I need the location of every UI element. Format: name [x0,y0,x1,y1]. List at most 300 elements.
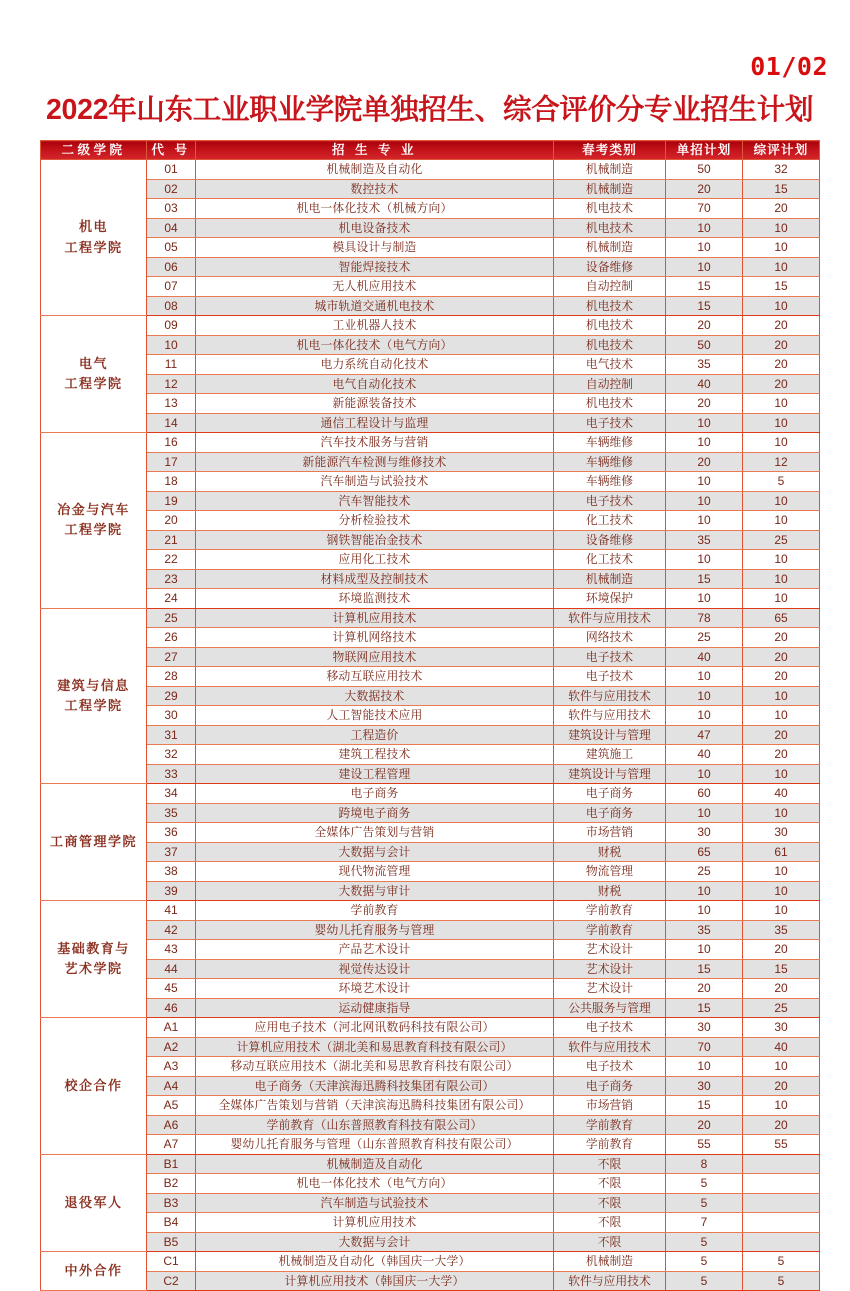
major-code-cell: 04 [147,218,196,238]
college-name-cell [41,784,147,901]
exam-category-cell: 建筑设计与管理 [554,764,666,784]
major-code-cell: B4 [147,1213,196,1233]
comprehensive-plan-cell: 20 [743,335,820,355]
exam-category-cell: 电子技术 [554,647,666,667]
major-code-cell: B1 [147,1154,196,1174]
comprehensive-plan-cell [743,1193,820,1213]
major-code-cell: 21 [147,530,196,550]
table-row [41,1193,820,1213]
comprehensive-plan-cell: 10 [743,862,820,882]
major-code-cell: 13 [147,394,196,414]
table-row [41,784,820,804]
comprehensive-plan-cell: 20 [743,316,820,336]
comprehensive-plan-cell [743,1213,820,1233]
single-plan-cell: 55 [666,1135,743,1155]
college-name-line: 建筑与信息 [57,677,130,693]
exam-category-cell: 财税 [554,842,666,862]
comprehensive-plan-cell: 20 [743,667,820,687]
major-code-cell: 03 [147,199,196,219]
comprehensive-plan-cell: 30 [743,823,820,843]
major-name-cell: 大数据与审计 [196,881,554,901]
major-name-cell: 计算机应用技术（湖北美和易思教育科技有限公司） [196,1037,554,1057]
exam-category-cell: 艺术设计 [554,940,666,960]
major-name-cell: 智能焊接技术 [196,257,554,277]
comprehensive-plan-cell: 61 [743,842,820,862]
table-row [41,862,820,882]
single-plan-cell: 10 [666,706,743,726]
exam-category-cell: 化工技术 [554,511,666,531]
exam-category-cell: 环境保护 [554,589,666,609]
major-code-cell: 46 [147,998,196,1018]
major-name-cell: 机电一体化技术（机械方向） [196,199,554,219]
major-code-cell: 10 [147,335,196,355]
comprehensive-plan-cell: 15 [743,179,820,199]
major-name-cell: 电子商务 [196,784,554,804]
exam-category-cell: 学前教育 [554,1135,666,1155]
major-name-cell: 环境艺术设计 [196,979,554,999]
comprehensive-plan-cell: 20 [743,940,820,960]
comprehensive-plan-cell: 20 [743,745,820,765]
major-name-cell: 全媒体广告策划与营销（天津滨海迅腾科技集团有限公司） [196,1096,554,1116]
single-plan-cell: 20 [666,316,743,336]
major-name-cell: 机电一体化技术（电气方向） [196,335,554,355]
major-code-cell: 01 [147,160,196,180]
major-name-cell: 应用电子技术（河北网讯数码科技有限公司） [196,1018,554,1038]
major-code-cell: C1 [147,1252,196,1272]
major-name-cell: 通信工程设计与监理 [196,413,554,433]
comprehensive-plan-cell: 25 [743,530,820,550]
exam-category-cell: 机械制造 [554,179,666,199]
table-row [41,686,820,706]
college-name-line: 机电 [78,219,108,235]
table-row [41,1115,820,1135]
comprehensive-plan-cell: 20 [743,628,820,648]
single-plan-cell: 10 [666,589,743,609]
single-plan-cell: 15 [666,1096,743,1116]
major-name-cell: 婴幼儿托育服务与管理（山东普照教育科技有限公司） [196,1135,554,1155]
comprehensive-plan-cell: 20 [743,199,820,219]
table-row [41,160,820,180]
single-plan-cell: 10 [666,764,743,784]
comprehensive-plan-cell [743,1174,820,1194]
single-plan-cell: 70 [666,1037,743,1057]
major-name-cell: 无人机应用技术 [196,277,554,297]
table-row [41,355,820,375]
major-code-cell: 11 [147,355,196,375]
single-plan-cell: 10 [666,433,743,453]
single-plan-cell: 10 [666,491,743,511]
table-row [41,667,820,687]
exam-category-cell: 不限 [554,1174,666,1194]
exam-category-cell: 机械制造 [554,569,666,589]
major-code-cell: B5 [147,1232,196,1252]
comprehensive-plan-cell: 20 [743,1076,820,1096]
exam-category-cell: 财税 [554,881,666,901]
major-code-cell: 25 [147,608,196,628]
exam-category-cell: 自动控制 [554,374,666,394]
single-plan-cell: 65 [666,842,743,862]
major-name-cell: 数控技术 [196,179,554,199]
major-name-cell: 机电设备技术 [196,218,554,238]
major-code-cell: 44 [147,959,196,979]
major-code-cell: A4 [147,1076,196,1096]
comprehensive-plan-cell: 10 [743,238,820,258]
major-code-cell: 34 [147,784,196,804]
table-row [41,1154,820,1174]
table-row [41,433,820,453]
exam-category-cell: 软件与应用技术 [554,1271,666,1291]
single-plan-cell: 15 [666,998,743,1018]
single-plan-cell: 5 [666,1232,743,1252]
single-plan-cell: 78 [666,608,743,628]
exam-category-cell: 电气技术 [554,355,666,375]
major-name-cell: 机械制造及自动化（韩国庆一大学） [196,1252,554,1272]
major-name-cell: 计算机网络技术 [196,628,554,648]
single-plan-cell: 47 [666,725,743,745]
exam-category-cell: 软件与应用技术 [554,686,666,706]
exam-category-cell: 电子技术 [554,667,666,687]
college-name-line: 退役军人 [64,1194,123,1210]
exam-category-cell: 机电技术 [554,199,666,219]
major-name-cell: 钢铁智能冶金技术 [196,530,554,550]
major-name-cell: 电子商务（天津滨海迅腾科技集团有限公司） [196,1076,554,1096]
college-name-line: 冶金与汽车 [57,502,130,518]
college-name-cell [41,160,147,316]
single-plan-cell: 30 [666,1076,743,1096]
exam-category-cell: 机电技术 [554,296,666,316]
single-plan-cell: 30 [666,823,743,843]
exam-category-cell: 机电技术 [554,218,666,238]
college-name-cell [41,433,147,609]
college-name-cell [41,1154,147,1252]
table-row [41,530,820,550]
table-row [41,1135,820,1155]
comprehensive-plan-cell: 32 [743,160,820,180]
major-code-cell: B2 [147,1174,196,1194]
single-plan-cell: 15 [666,569,743,589]
single-plan-cell: 5 [666,1193,743,1213]
comprehensive-plan-cell: 20 [743,647,820,667]
major-code-cell: 32 [147,745,196,765]
admission-plan-table [40,140,820,1291]
single-plan-cell: 10 [666,218,743,238]
comprehensive-plan-cell: 65 [743,608,820,628]
exam-category-cell: 公共服务与管理 [554,998,666,1018]
major-code-cell: 41 [147,901,196,921]
table-row [41,706,820,726]
table-row [41,764,820,784]
single-plan-cell: 20 [666,394,743,414]
major-code-cell: 22 [147,550,196,570]
major-name-cell: 大数据技术 [196,686,554,706]
college-name-line: 电气 [78,355,108,371]
major-code-cell: 19 [147,491,196,511]
exam-category-cell: 电子商务 [554,803,666,823]
single-plan-cell: 15 [666,277,743,297]
major-code-cell: A5 [147,1096,196,1116]
major-name-cell: 运动健康指导 [196,998,554,1018]
major-name-cell: 电气自动化技术 [196,374,554,394]
exam-category-cell: 电子技术 [554,491,666,511]
major-name-cell: 产品艺术设计 [196,940,554,960]
exam-category-cell: 车辆维修 [554,452,666,472]
single-plan-cell: 5 [666,1271,743,1291]
single-plan-cell: 10 [666,667,743,687]
major-code-cell: 31 [147,725,196,745]
comprehensive-plan-cell: 10 [743,901,820,921]
major-name-cell: 计算机应用技术（韩国庆一大学） [196,1271,554,1291]
exam-category-cell: 机电技术 [554,316,666,336]
college-name-line: 中外合作 [64,1262,123,1278]
comprehensive-plan-cell: 40 [743,1037,820,1057]
table-row [41,1271,820,1291]
college-name-cell [41,901,147,1018]
comprehensive-plan-cell [743,1154,820,1174]
table-row [41,491,820,511]
exam-category-cell: 市场营销 [554,1096,666,1116]
exam-category-cell: 艺术设计 [554,959,666,979]
comprehensive-plan-cell: 10 [743,881,820,901]
major-name-cell: 机械制造及自动化 [196,160,554,180]
major-name-cell: 计算机应用技术 [196,608,554,628]
exam-category-cell: 不限 [554,1193,666,1213]
column-header-single-plan: 单招计划 [666,141,743,160]
single-plan-cell: 35 [666,920,743,940]
column-header-exam-category: 春考类别 [554,141,666,160]
major-code-cell: A1 [147,1018,196,1038]
comprehensive-plan-cell: 10 [743,550,820,570]
exam-category-cell: 软件与应用技术 [554,1037,666,1057]
exam-category-cell: 电子技术 [554,1057,666,1077]
table-row [41,316,820,336]
single-plan-cell: 10 [666,413,743,433]
single-plan-cell: 10 [666,686,743,706]
single-plan-cell: 10 [666,550,743,570]
major-code-cell: 05 [147,238,196,258]
major-code-cell: 45 [147,979,196,999]
exam-category-cell: 设备维修 [554,530,666,550]
table-row [41,452,820,472]
table-row [41,1232,820,1252]
comprehensive-plan-cell: 12 [743,452,820,472]
major-code-cell: 42 [147,920,196,940]
major-code-cell: 30 [147,706,196,726]
major-code-cell: 39 [147,881,196,901]
single-plan-cell: 10 [666,881,743,901]
major-code-cell: 09 [147,316,196,336]
comprehensive-plan-cell: 10 [743,1096,820,1116]
single-plan-cell: 10 [666,803,743,823]
comprehensive-plan-cell: 10 [743,1057,820,1077]
table-row [41,940,820,960]
exam-category-cell: 设备维修 [554,257,666,277]
table-row [41,745,820,765]
major-name-cell: 环境监测技术 [196,589,554,609]
college-name-line: 工程学院 [64,376,123,391]
comprehensive-plan-cell: 15 [743,277,820,297]
major-name-cell: 工业机器人技术 [196,316,554,336]
exam-category-cell: 学前教育 [554,920,666,940]
major-code-cell: B3 [147,1193,196,1213]
major-name-cell: 移动互联应用技术（湖北美和易思教育科技有限公司） [196,1057,554,1077]
single-plan-cell: 70 [666,199,743,219]
table-row [41,257,820,277]
comprehensive-plan-cell: 10 [743,491,820,511]
comprehensive-plan-cell: 15 [743,959,820,979]
table-row [41,511,820,531]
table-row [41,823,820,843]
single-plan-cell: 35 [666,355,743,375]
comprehensive-plan-cell: 10 [743,394,820,414]
single-plan-cell: 25 [666,862,743,882]
exam-category-cell: 网络技术 [554,628,666,648]
college-name-line: 艺术学院 [64,961,123,976]
table-row [41,608,820,628]
table-row [41,920,820,940]
single-plan-cell: 5 [666,1252,743,1272]
major-code-cell: A2 [147,1037,196,1057]
comprehensive-plan-cell: 25 [743,998,820,1018]
major-name-cell: 汽车制造与试验技术 [196,472,554,492]
major-code-cell: 18 [147,472,196,492]
table-row [41,647,820,667]
major-name-cell: 材料成型及控制技术 [196,569,554,589]
table-row [41,1213,820,1233]
major-name-cell: 物联网应用技术 [196,647,554,667]
comprehensive-plan-cell: 5 [743,472,820,492]
college-name-line: 工程学院 [64,239,123,255]
comprehensive-plan-cell: 10 [743,589,820,609]
major-code-cell: 43 [147,940,196,960]
single-plan-cell: 15 [666,959,743,979]
major-code-cell: 08 [147,296,196,316]
college-name-line: 工商管理学院 [49,833,137,849]
comprehensive-plan-cell: 10 [743,433,820,453]
major-code-cell: 17 [147,452,196,472]
single-plan-cell: 25 [666,628,743,648]
comprehensive-plan-cell: 10 [743,706,820,726]
table-row [41,472,820,492]
major-name-cell: 建设工程管理 [196,764,554,784]
major-name-cell: 机械制造及自动化 [196,1154,554,1174]
table-row [41,901,820,921]
comprehensive-plan-cell: 10 [743,686,820,706]
single-plan-cell: 20 [666,1115,743,1135]
comprehensive-plan-cell: 5 [743,1271,820,1291]
table-row [41,277,820,297]
table-row [41,959,820,979]
major-code-cell: 28 [147,667,196,687]
exam-category-cell: 不限 [554,1213,666,1233]
major-name-cell: 人工智能技术应用 [196,706,554,726]
single-plan-cell: 50 [666,335,743,355]
comprehensive-plan-cell: 10 [743,257,820,277]
exam-category-cell: 机械制造 [554,160,666,180]
major-name-cell: 婴幼儿托育服务与管理 [196,920,554,940]
major-code-cell: C2 [147,1271,196,1291]
single-plan-cell: 7 [666,1213,743,1233]
table-row [41,199,820,219]
major-name-cell: 汽车制造与试验技术 [196,1193,554,1213]
major-name-cell: 城市轨道交通机电技术 [196,296,554,316]
table-row [41,725,820,745]
major-name-cell: 新能源装备技术 [196,394,554,414]
exam-category-cell: 机电技术 [554,394,666,414]
table-row [41,1252,820,1272]
exam-category-cell: 软件与应用技术 [554,706,666,726]
page-title: 2022年山东工业职业学院单独招生、综合评价分专业招生计划 [46,94,814,126]
major-code-cell: 29 [147,686,196,706]
exam-category-cell: 建筑施工 [554,745,666,765]
college-name-cell [41,608,147,784]
major-name-cell: 计算机应用技术 [196,1213,554,1233]
major-name-cell: 现代物流管理 [196,862,554,882]
exam-category-cell: 自动控制 [554,277,666,297]
table-row [41,1174,820,1194]
table-header-row [41,141,820,160]
major-code-cell: 36 [147,823,196,843]
exam-category-cell: 车辆维修 [554,433,666,453]
table-row [41,569,820,589]
major-name-cell: 移动互联应用技术 [196,667,554,687]
comprehensive-plan-cell: 10 [743,296,820,316]
exam-category-cell: 不限 [554,1232,666,1252]
table-row [41,1096,820,1116]
exam-category-cell: 车辆维修 [554,472,666,492]
major-code-cell: A6 [147,1115,196,1135]
single-plan-cell: 8 [666,1154,743,1174]
comprehensive-plan-cell: 40 [743,784,820,804]
comprehensive-plan-cell: 10 [743,218,820,238]
college-name-line: 校企合作 [64,1077,123,1093]
exam-category-cell: 建筑设计与管理 [554,725,666,745]
comprehensive-plan-cell: 10 [743,511,820,531]
table-row [41,179,820,199]
college-name-cell [41,1018,147,1155]
exam-category-cell: 机械制造 [554,238,666,258]
comprehensive-plan-cell: 20 [743,355,820,375]
major-code-cell: A3 [147,1057,196,1077]
exam-category-cell: 学前教育 [554,901,666,921]
major-code-cell: A7 [147,1135,196,1155]
comprehensive-plan-cell: 10 [743,764,820,784]
major-name-cell: 汽车智能技术 [196,491,554,511]
table-row [41,1076,820,1096]
column-header-college: 二级学院 [41,141,147,160]
major-name-cell: 应用化工技术 [196,550,554,570]
major-code-cell: 24 [147,589,196,609]
table-row [41,589,820,609]
major-name-cell: 视觉传达设计 [196,959,554,979]
major-name-cell: 汽车技术服务与营销 [196,433,554,453]
table-row [41,335,820,355]
column-header-major: 招 生 专 业 [196,141,554,160]
single-plan-cell: 10 [666,511,743,531]
exam-category-cell: 机械制造 [554,1252,666,1272]
exam-category-cell: 软件与应用技术 [554,608,666,628]
comprehensive-plan-cell: 20 [743,979,820,999]
table-row [41,842,820,862]
single-plan-cell: 10 [666,1057,743,1077]
major-code-cell: 02 [147,179,196,199]
major-name-cell: 电力系统自动化技术 [196,355,554,375]
major-name-cell: 模具设计与制造 [196,238,554,258]
major-name-cell: 学前教育（山东普照教育科技有限公司） [196,1115,554,1135]
major-code-cell: 33 [147,764,196,784]
table-row [41,374,820,394]
college-name-line: 工程学院 [64,522,123,538]
major-code-cell: 26 [147,628,196,648]
